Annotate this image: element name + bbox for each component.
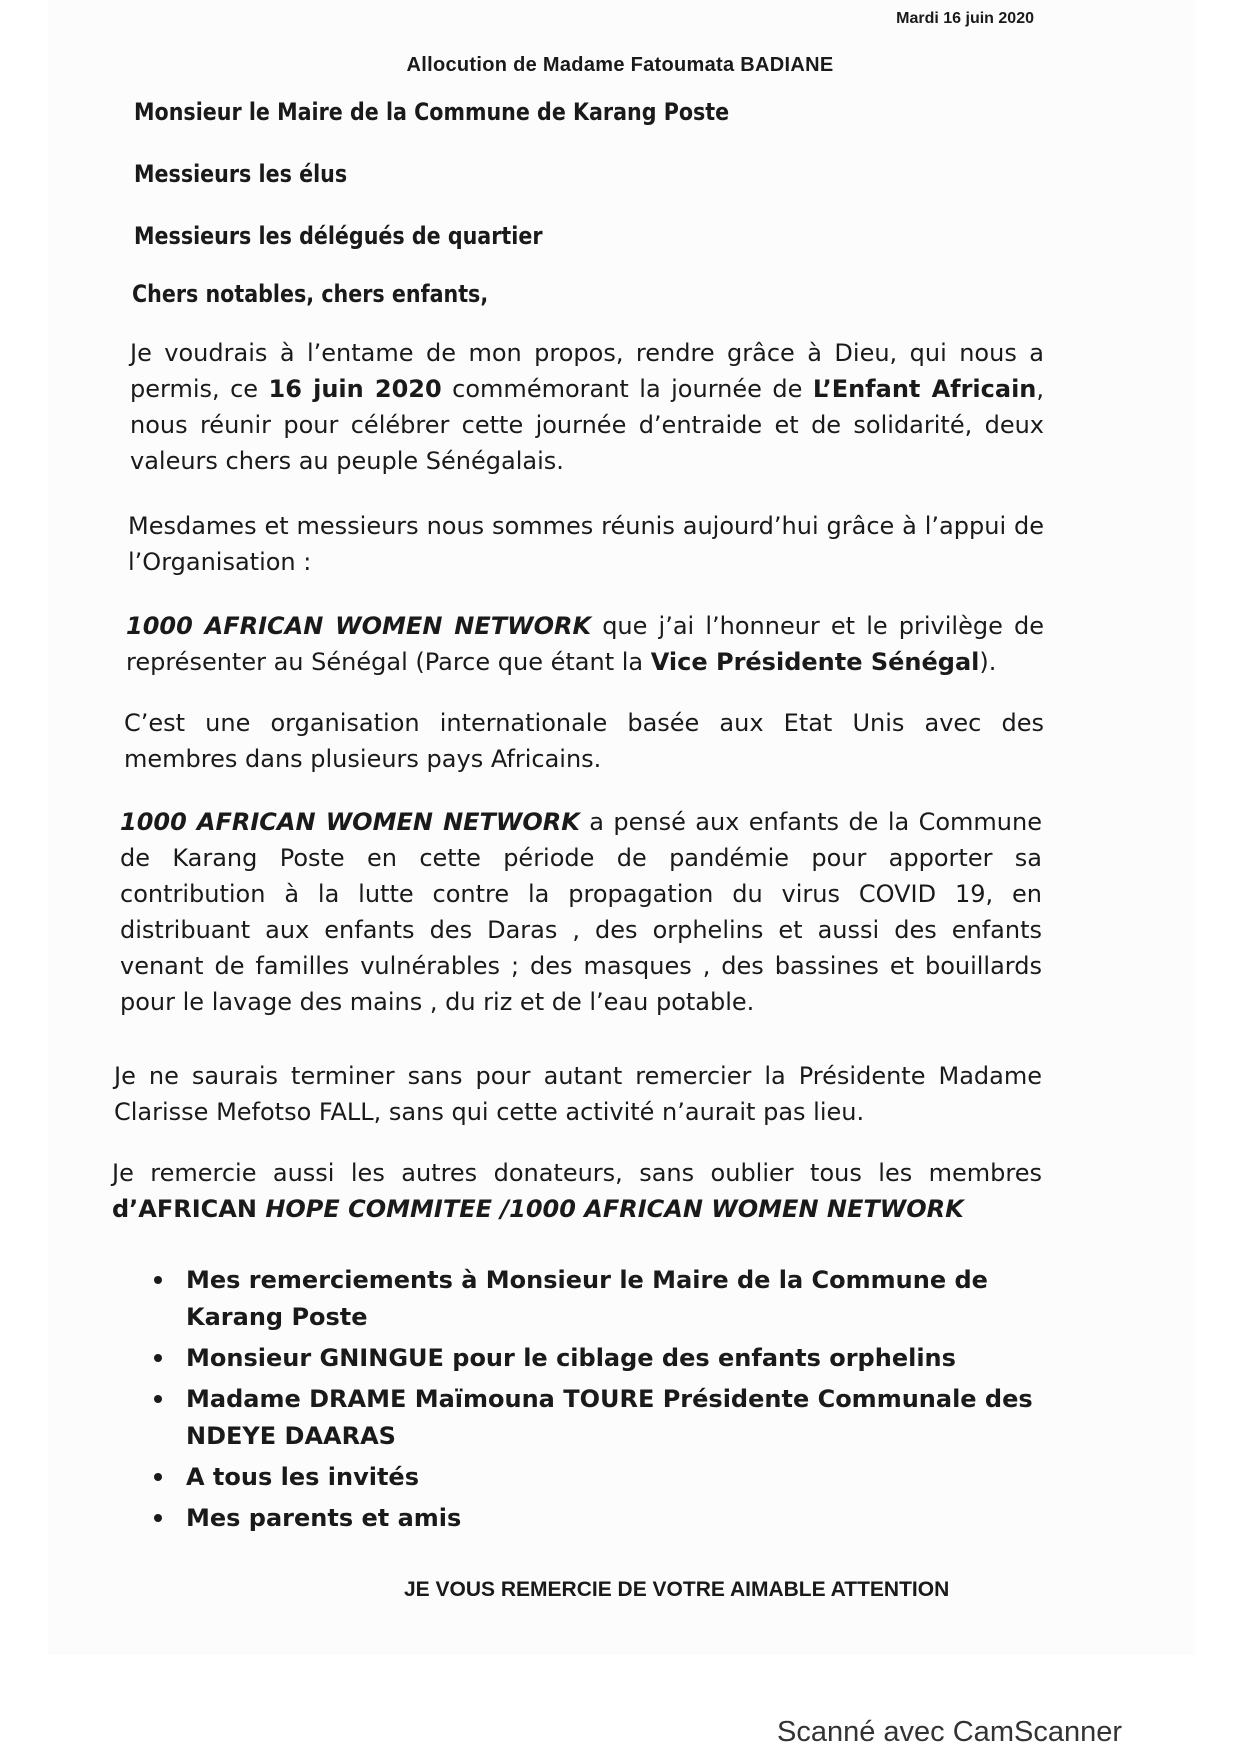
paragraph-contribution xyxy=(120,804,1042,1020)
list-item xyxy=(148,1340,1048,1377)
salutation-elected: Messieurs les élus xyxy=(134,160,348,188)
list-item-text: Mes parents et amis xyxy=(186,1504,462,1532)
p3-vice-president: Vice Présidente Sénégal xyxy=(650,648,980,676)
camscanner-watermark: Scanné avec CamScanner xyxy=(777,1716,1122,1748)
list-item-text: A tous les invités xyxy=(186,1463,419,1491)
paragraph-network xyxy=(126,608,1044,680)
paragraph-about xyxy=(124,705,1044,777)
p1-text-e: , nous réunir pour célébrer cette journée d’entraide et de solidarité, deux valeurs chers au peuple Sénégalais. xyxy=(130,375,1045,475)
p1-enfant-africain: L’Enfant Africain xyxy=(812,375,1037,403)
p6-text: Je ne saurais terminer sans pour autant remercier la Présidente Madame Clarisse Mefotso FALL, sans qui cette activité n’aurait pas lieu. xyxy=(114,1062,1042,1126)
paragraph-intro xyxy=(130,335,1044,479)
p1-text-a: Je voudrais à l’entame de mon propos, rendre grâce à Dieu, qui nous a permis, ce xyxy=(130,339,1044,403)
p7-african: d’AFRICAN xyxy=(112,1195,266,1223)
paragraph-organisation xyxy=(128,508,1044,580)
p1-date: 16 juin 2020 xyxy=(268,375,442,403)
p7-text-a: Je remercie aussi les autres donateurs, sans oublier tous les membres xyxy=(112,1159,1042,1187)
list-item-text: Monsieur GNINGUE pour le ciblage des enfants orphelins xyxy=(186,1344,956,1372)
p3-text-d: ). xyxy=(979,648,997,676)
p3-network-name: 1000 AFRICAN WOMEN NETWORK xyxy=(126,612,592,640)
closing-remark: JE VOUS REMERCIE DE VOTRE AIMABLE ATTENTION xyxy=(404,1578,950,1601)
bullet-icon xyxy=(154,1514,162,1522)
list-item xyxy=(148,1381,1048,1455)
p5-network-name: 1000 AFRICAN WOMEN NETWORK xyxy=(120,808,580,836)
p4-text: C’est une organisation internationale basée aux Etat Unis avec des membres dans plusieurs pays Africains. xyxy=(124,709,1044,773)
paragraph-thanks-donors xyxy=(112,1155,1042,1227)
list-item-text: Madame DRAME Maïmouna TOURE Présidente Communale des NDEYE DAARAS xyxy=(186,1385,1033,1450)
bullet-icon xyxy=(154,1395,162,1403)
p3-text-b: que j’ai l’honneur et le privilège de représenter au Sénégal (Parce que étant la xyxy=(126,612,1044,676)
list-item xyxy=(148,1459,1048,1496)
paragraph-thanks-president xyxy=(114,1058,1042,1130)
list-item xyxy=(148,1262,1048,1336)
bullet-icon xyxy=(154,1473,162,1481)
salutation-delegates: Messieurs les délégués de quartier xyxy=(134,222,543,250)
document-title: Allocution de Madame Fatoumata BADIANE xyxy=(406,54,834,76)
p2-text: Mesdames et messieurs nous sommes réunis aujourd’hui grâce à l’appui de l’Organisation : xyxy=(128,512,1044,576)
salutation-notables: Chers notables, chers enfants, xyxy=(132,280,489,308)
list-item-text: Mes remerciements à Monsieur le Maire de la Commune de Karang Poste xyxy=(186,1266,988,1331)
document-date: Mardi 16 juin 2020 xyxy=(896,10,1034,27)
p1-text-c: commémorant la journée de xyxy=(441,375,813,403)
bullet-icon xyxy=(154,1354,162,1362)
salutation-mayor: Monsieur le Maire de la Commune de Karang Poste xyxy=(134,98,730,126)
thanks-list xyxy=(148,1262,1048,1541)
p7-committee: HOPE COMMITEE /1000 AFRICAN WOMEN NETWORK xyxy=(265,1195,964,1223)
list-item xyxy=(148,1500,1048,1537)
bullet-icon xyxy=(154,1276,162,1284)
p5-text-b: a pensé aux enfants de la Commune de Karang Poste en cette période de pandémie pour apporter sa contribution à la lutte contre la propagation du virus COVID 19, en distribuant aux enfants des Daras , des orphelins et aussi des enfants venant de familles vulnérables ; des masques , des bassines et bouillards pour le lavage des mains , du riz et de l’eau potable. xyxy=(120,808,1042,1016)
